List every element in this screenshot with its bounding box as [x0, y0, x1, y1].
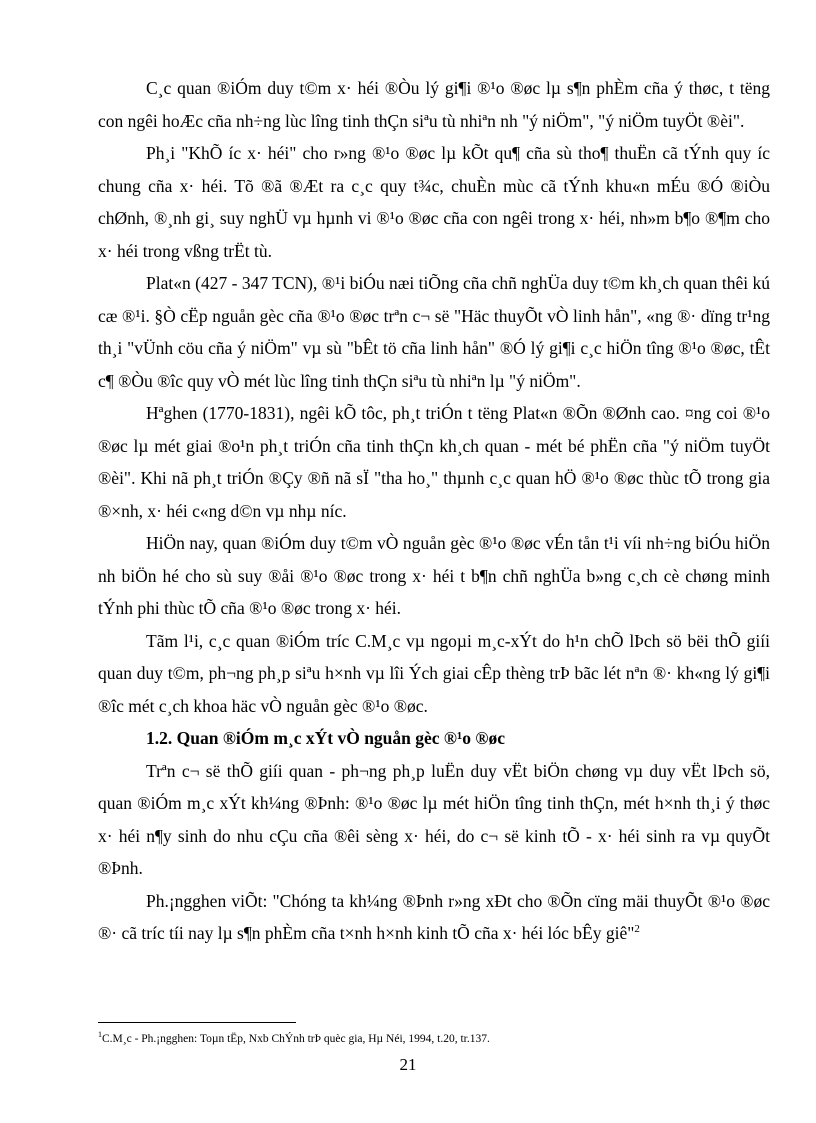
page-number: 21 [399, 1055, 417, 1074]
paragraph-summary: Tãm l¹i, c¸c quan ®iÓm tríc C.M¸c vµ ngoµi m¸c-xÝt do h¹n chÕ lÞch sö bëi thÕ giíi quan duy t©m, ph¬ng ph¸p siªu h×nh vµ lîi Ých giai cÊp thèng trÞ bãc lét nªn ®· kh«ng lý gi¶i ®îc mét c¸ch khoa häc vÒ nguån gèc ®¹o ®øc. [98, 630, 770, 716]
section-heading: 1.2. Quan ®iÓm m¸c xÝt vÒ nguån gèc ®¹o ®øc [146, 728, 505, 748]
paragraph-idealist-views: C¸c quan ®iÓm duy t©m x· héi ®Òu lý gi¶i ®¹o ®øc lµ s¶n phÈm cña ý thøc, t tëng con ngêi hoÆc cña nh÷ng lùc lîng tinh thÇn siªu tù nhiªn nh "ý niÖm", "ý niÖm tuyÖt ®èi". [98, 78, 770, 131]
footnote-text: C.M¸c - Ph.¡ngghen: Toµn tËp, Nxb ChÝnh trÞ quèc gia, Hµ Néi, 1994, t.20, tr.137. [102, 1033, 490, 1045]
paragraph-social-contract: Ph¸i "KhÕ íc x· héi" cho r»ng ®¹o ®øc lµ kÕt qu¶ cña sù tho¶ thuËn cã tÝnh quy íc chung cña x· héi. Tõ ®ã ®Æt ra c¸c quy t¾c, chuÈn mùc cã tÝnh khu«n mÉu ®Ó ®iÒu chØnh, ®¸nh gi¸ suy nghÜ vµ hµnh vi ®¹o ®øc cña con ngêi trong x· héi, nh»m b¶o ®¶m cho x· héi trong vßng trËt tù. [98, 143, 770, 261]
document-body [98, 72, 770, 950]
paragraph-present-day: HiÖn nay, quan ®iÓm duy t©m vÒ nguån gèc ®¹o ®øc vÉn tån t¹i víi nh÷ng biÓu hiÖn nh biÖn hé cho sù suy ®åi ®¹o ®øc trong x· héi t b¶n chñ nghÜa b»ng c¸ch cè chøng minh tÝnh phi thùc tÕ cña ®¹o ®øc trong x· héi. [98, 533, 770, 618]
paragraph-marxist-view: Trªn c¬ së thÕ giíi quan - ph¬ng ph¸p luËn duy vËt biÖn chøng vµ duy vËt lÞch sö, quan ®iÓm m¸c xÝt kh¼ng ®Þnh: ®¹o ®øc lµ mét hiÖn tîng tinh thÇn, mét h×nh th¸i ý thøc x· héi n¶y sinh do nhu cÇu cña ®êi sèng x· héi, do c¬ së kinh tÕ - x· héi sinh ra vµ quyÕt ®Þnh. [98, 760, 770, 878]
engels-quote-text: Ph.¡ngghen viÕt: "Chóng ta kh¼ng ®Þnh r»ng xÐt cho ®Õn cïng mäi thuyÕt ®¹o ®øc ®· cã tríc tíi nay lµ s¶n phÈm cña t×nh h×nh kinh tÕ cña x· héi lóc bÊy giê" [98, 890, 770, 943]
footnote-reference: 2 [634, 923, 640, 936]
paragraph-plato: Plat«n (427 - 347 TCN), ®¹i biÓu næi tiÕng cña chñ nghÜa duy t©m kh¸ch quan thêi kú cæ ®¹i. §Ò cËp nguån gèc cña ®¹o ®øc trªn c¬ së "Häc thuyÕt vÒ linh hån", «ng ®· dïng tr¹ng th¸i "vÜnh cöu cña ý niÖm" vµ sù "bÊt tö cña linh hån" ®Ó lý gi¶i c¸c hiÖn tîng ®¹o ®øc, tÊt c¶ ®Òu ®îc quy vÒ mét lùc lîng tinh thÇn siªu tù nhiªn lµ "ý niÖm". [98, 273, 770, 391]
footnote-marker: 1 [98, 1030, 102, 1040]
footnote-divider [98, 1022, 296, 1023]
footnote [98, 1031, 770, 1047]
paragraph-hegel: Hªghen (1770-1831), ngêi kÕ tôc, ph¸t triÓn t tëng Plat«n ®Õn ®Ønh cao. ¤ng coi ®¹o ®øc lµ mét giai ®o¹n ph¸t triÓn cña tinh thÇn kh¸ch quan - mét bé phËn cña "ý niÖm tuyÖt ®èi". Khi nã ph¸t triÓn ®Çy ®ñ nã sÏ "tha ho¸" thµnh c¸c quan hÖ ®¹o ®øc thùc tÕ trong gia ®×nh, x· héi c«ng d©n vµ nhµ níc. [98, 403, 770, 521]
paragraph-engels-quote [98, 885, 770, 950]
